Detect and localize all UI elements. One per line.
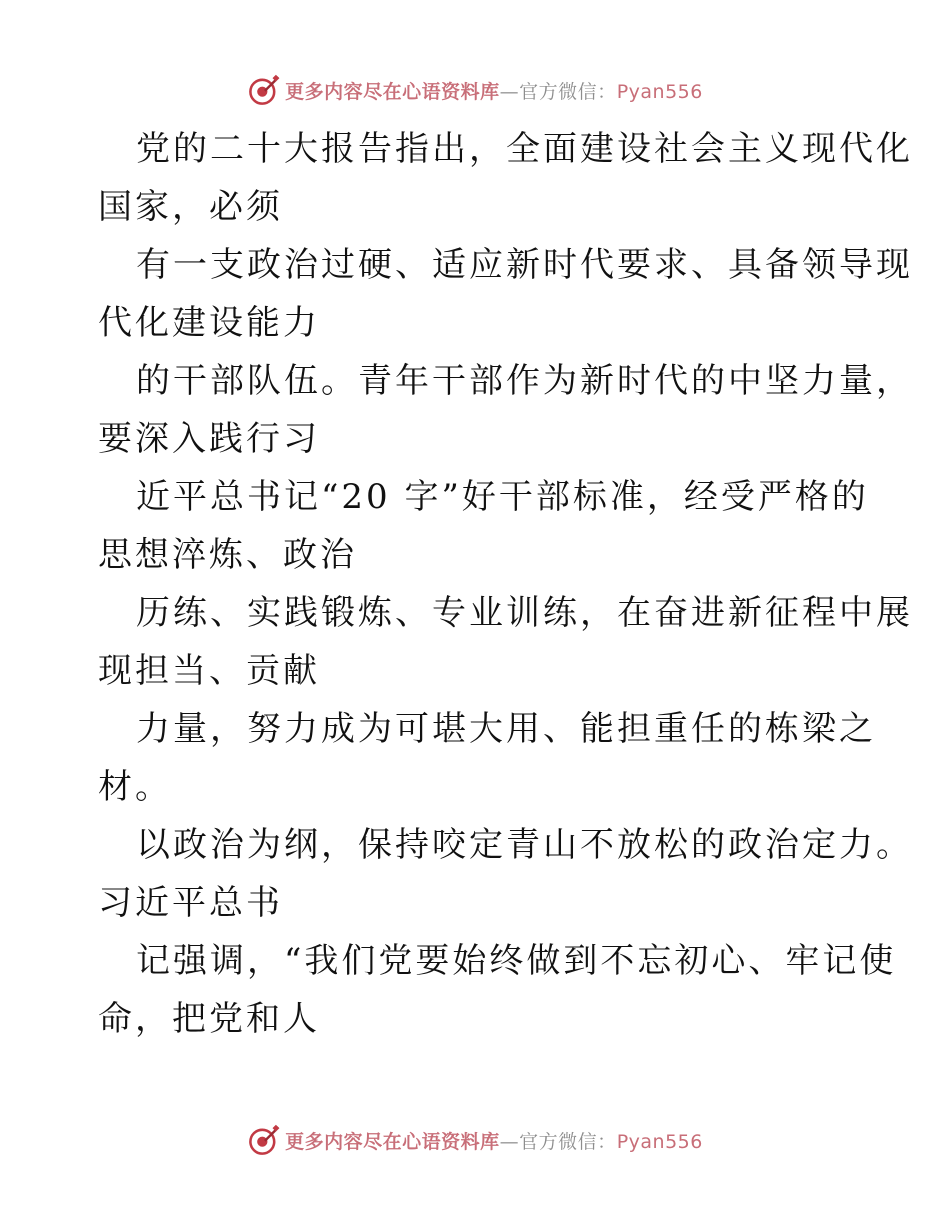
header-wechat-id: Pyan556 [616,80,703,103]
header-library-text: 更多内容尽在心语资料库 [285,80,500,103]
text-line: 记强调，“我们党要始终做到不忘初心、牢记使 [136,941,897,981]
document-body [98,120,913,1048]
text-line: 国家，必须 [98,187,283,227]
quill-pen-seal-icon [247,1123,281,1157]
text-line: 有一支政治过硬、适应新时代要求、具备领导现 [136,245,913,285]
text-line: 代化建设能力 [98,303,320,343]
footer-banner [0,1120,950,1160]
header-text [285,77,703,104]
text-line: 要深入践行习 [98,419,320,459]
footer-dash: — [499,1130,520,1153]
header-wechat-label: 官方微信： [519,80,617,103]
text-line: 现担当、贡献 [98,651,320,691]
footer-library-text: 更多内容尽在心语资料库 [285,1130,500,1153]
footer-wechat-label: 官方微信： [519,1130,617,1153]
text-line: 力量，努力成为可堪大用、能担重任的栋梁之 [136,709,876,749]
text-line: 的干部队伍。青年干部作为新时代的中坚力量， [136,361,913,401]
text-line: 历练、实践锻炼、专业训练，在奋进新征程中展 [136,593,913,633]
text-line: 习近平总书 [98,883,283,923]
text-line: 近平总书记“20 字”好干部标准，经受严格的 [136,477,869,517]
text-line: 党的二十大报告指出，全面建设社会主义现代化 [136,129,913,169]
footer-wechat-id: Pyan556 [616,1130,703,1153]
footer-text [285,1127,703,1154]
text-line: 以政治为纲，保持咬定青山不放松的政治定力。 [136,825,913,865]
text-line: 思想淬炼、政治 [98,535,357,575]
header-banner [0,70,950,110]
text-line: 材。 [98,767,172,807]
quill-pen-seal-icon [247,73,281,107]
header-dash: — [499,80,520,103]
text-line: 命，把党和人 [98,999,320,1039]
